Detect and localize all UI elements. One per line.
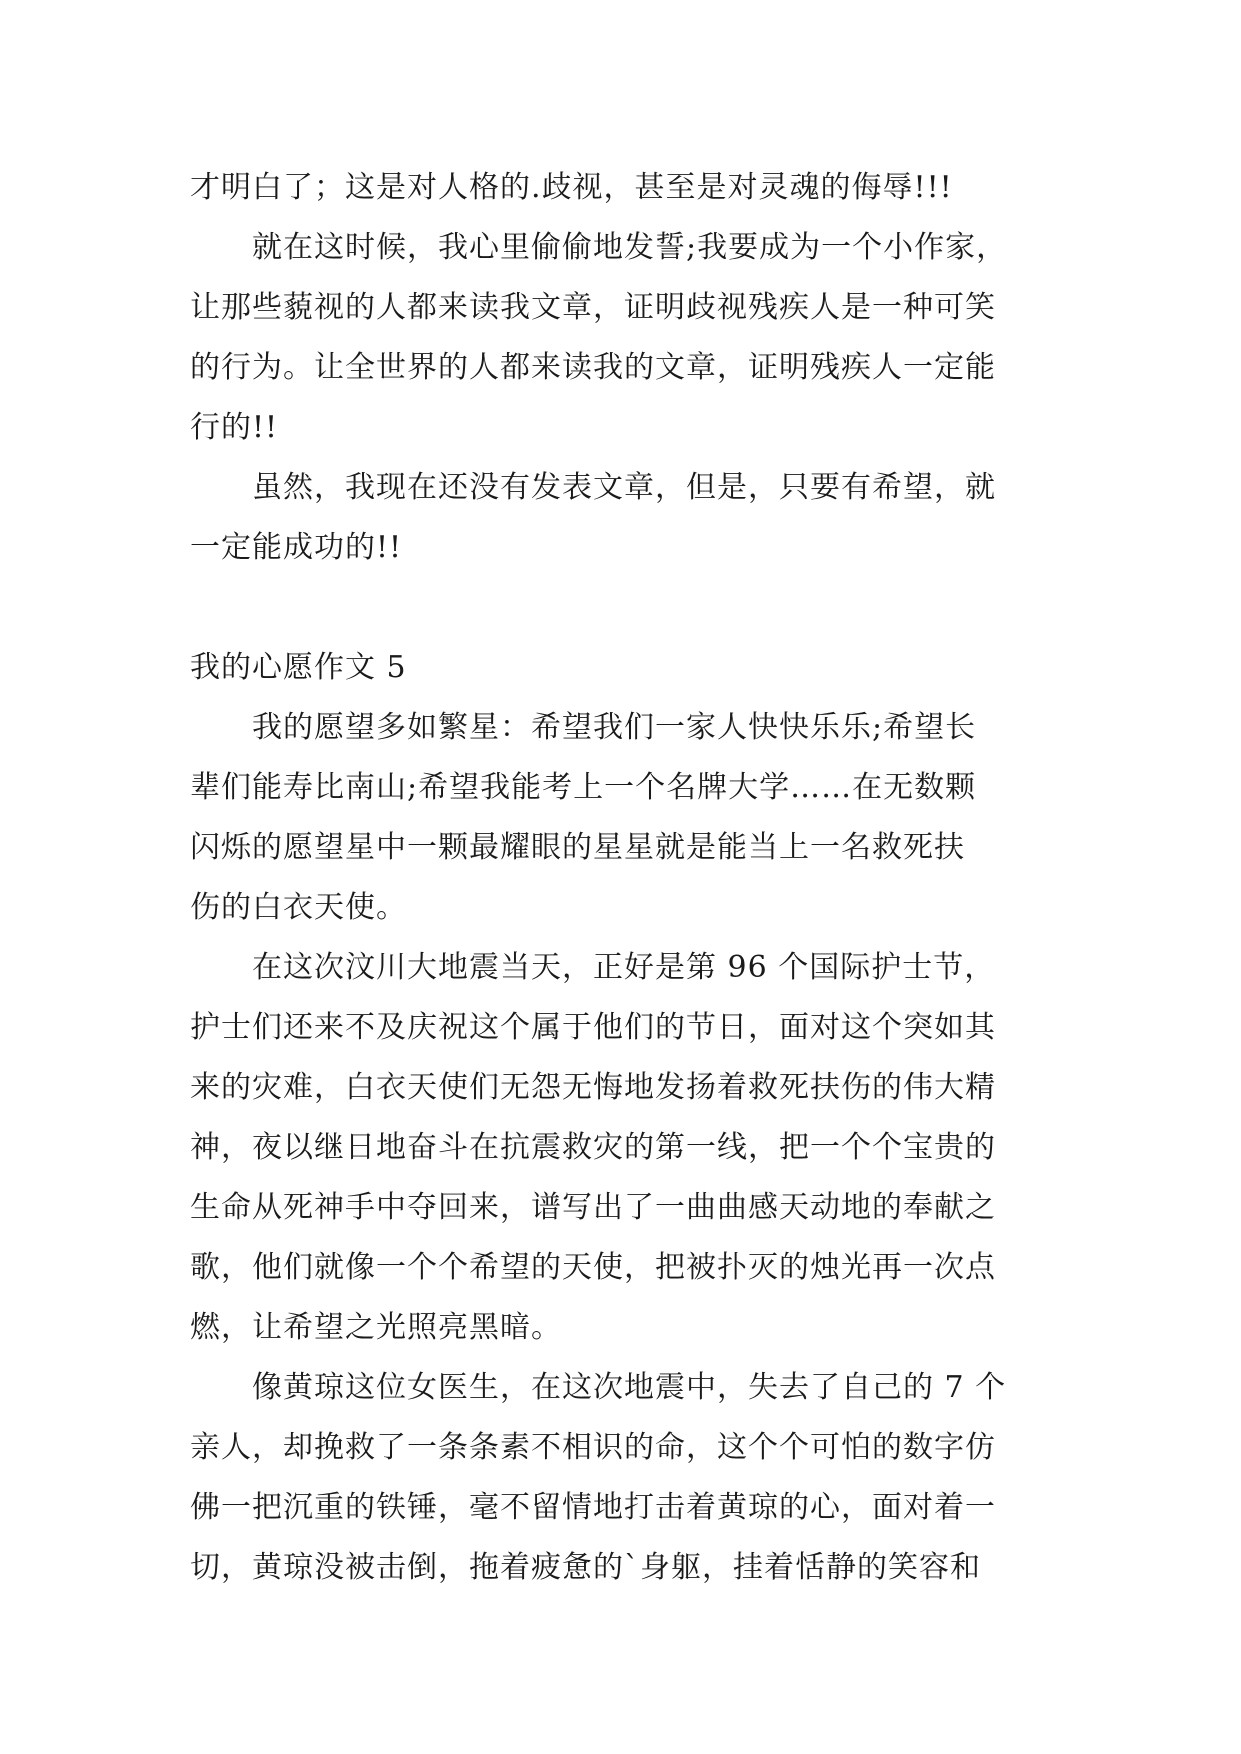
text-line: 闪烁的愿望星中一颗最耀眼的星星就是能当上一名救死扶 <box>190 830 965 865</box>
text-line: 像黄琼这位女医生，在这次地震中，失去了自己的 7 个 <box>190 1370 1007 1405</box>
text-line: 一定能成功的!! <box>190 530 403 565</box>
text-line: 亲人，却挽救了一条条素不相识的命，这个个可怕的数字仿 <box>190 1430 996 1465</box>
text-line: 虽然，我现在还没有发表文章，但是，只要有希望，就 <box>190 470 996 505</box>
text-line: 才明白了；这是对人格的.歧视，甚至是对灵魂的侮辱!!! <box>190 170 953 205</box>
text-line: 就在这时候，我心里偷偷地发誓;我要成为一个小作家， <box>190 230 1008 265</box>
text-line: 神，夜以继日地奋斗在抗震救灾的第一线，把一个个宝贵的 <box>190 1130 996 1165</box>
text-line: 护士们还来不及庆祝这个属于他们的节日，面对这个突如其 <box>190 1010 996 1045</box>
section-title: 我的心愿作文 5 <box>190 650 407 685</box>
text-line: 佛一把沉重的铁锤，毫不留情地打击着黄琼的心，面对着一 <box>190 1490 996 1525</box>
text-line: 的行为。让全世界的人都来读我的文章，证明残疾人一定能 <box>190 350 996 385</box>
document-body <box>190 158 1052 1598</box>
text-line: 切，黄琼没被击倒，拖着疲惫的`身躯，挂着恬静的笑容和 <box>190 1550 981 1585</box>
text-line: 辈们能寿比南山;希望我能考上一个名牌大学……在无数颗 <box>190 770 977 805</box>
text-line: 歌，他们就像一个个希望的天使，把被扑灭的烛光再一次点 <box>190 1250 996 1285</box>
text-line: 伤的白衣天使。 <box>190 890 407 925</box>
text-line: 让那些藐视的人都来读我文章，证明歧视残疾人是一种可笑 <box>190 290 996 325</box>
text-line: 行的!! <box>190 410 279 445</box>
text-line: 来的灾难，白衣天使们无怨无悔地发扬着救死扶伤的伟大精 <box>190 1070 996 1105</box>
text-line: 我的愿望多如繁星：希望我们一家人快快乐乐;希望长 <box>190 710 977 745</box>
text-line: 在这次汶川大地震当天，正好是第 96 个国际护士节， <box>190 950 996 985</box>
text-line: 燃，让希望之光照亮黑暗。 <box>190 1310 562 1345</box>
text-line: 生命从死神手中夺回来，谱写出了一曲曲感天动地的奉献之 <box>190 1190 996 1225</box>
